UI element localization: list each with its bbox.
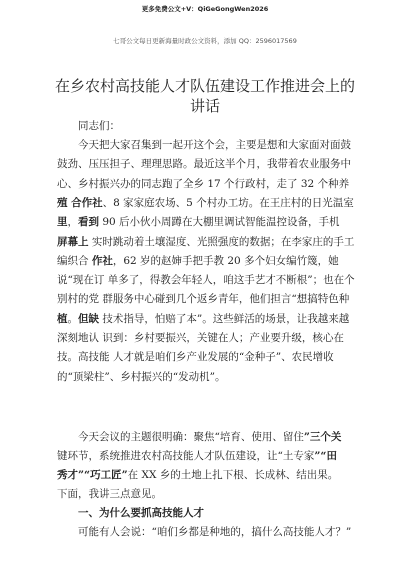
text-run: ，	[67, 216, 78, 229]
text-line	[57, 349, 334, 364]
text-run: 植	[57, 312, 68, 325]
text-run: 作社	[91, 254, 113, 267]
text-line	[57, 253, 339, 268]
text-line	[57, 330, 344, 345]
text-line	[57, 291, 349, 306]
text-line	[57, 467, 338, 482]
text-line	[57, 195, 354, 210]
text-run: 深刻地认 识到：乡村要振兴，关键在人；产业要升级，核心在	[57, 332, 344, 344]
text-run: 秀才”“巧工匠”	[57, 469, 128, 481]
text-run: ，62 岁的赵婶手把手教 20 多个妇女编竹篾，她	[112, 254, 339, 267]
document-title-line-1: 在乡农村高技能人才队伍建设工作推进会上的	[54, 77, 355, 95]
lead-sentence: 下面，我讲三点意见。	[57, 488, 162, 500]
text-line	[57, 176, 349, 191]
text-run: 实时跳动着土壤湿度、光照强度的数据；在李家庄的手工	[88, 235, 355, 248]
text-line	[57, 156, 351, 171]
text-run: 心、乡村振兴办的同志跑了全乡 17 个行政村，走了 32 个种养	[57, 177, 350, 190]
text-run: 屏幕上	[57, 235, 89, 248]
header-contact-line: 七哥公文每日更新海量时政公文资料，添加 QQ：2596017569	[113, 37, 297, 45]
text-run: 鼓劲、压压担子、理理思路。最近这半个月，我带着农业服务中	[57, 158, 351, 171]
text-run: 。	[67, 312, 78, 325]
paragraph-3-first-line: 可能有人会说：“咱们乡都是种地的，搞什么高技能人才？”	[78, 526, 352, 538]
text-run: 今天会议的主题很明确：聚焦“培育、使用、留住	[78, 431, 304, 443]
text-run: ”“田	[314, 450, 337, 462]
text-run: 键环节，系统推进农村高技能人才队伍建设，让“土专家	[57, 450, 315, 462]
text-run: 看到	[78, 216, 99, 229]
text-line	[57, 311, 349, 326]
text-line	[57, 234, 354, 249]
text-run: 编织合	[57, 254, 92, 267]
header-promo-line: 更多免费公文+V：QiGeGongWen2026	[141, 5, 269, 13]
salutation: 同志们：	[78, 120, 120, 132]
text-run: 在 XX 乡的土地上扎下根、长成林、结出果。	[127, 469, 339, 481]
text-run: 但缺	[78, 312, 99, 325]
text-run: 的“顶梁柱”、乡村振兴的“发动机”。	[57, 370, 226, 383]
text-run: 90 后小伙小周蹲在大棚里调试智能温控设备，手机	[99, 216, 340, 229]
section-heading-1: 一、为什么要抓高技能人才	[78, 507, 204, 519]
text-run: 今天把大家召集到一起开这个会，主要是想和大家面对面鼓	[78, 139, 351, 151]
text-line	[57, 272, 355, 287]
text-run: 技术指导，怕赔了本”。这些鲜活的场景，让我越来越	[99, 312, 350, 325]
text-run: ”三个关	[303, 431, 342, 443]
text-run: 技。高技能 人才就是咱们乡产业发展的“金种子”、农民增收	[57, 351, 334, 364]
text-line	[78, 137, 351, 152]
document-title-line-2: 讲话	[189, 97, 220, 115]
text-run: 、8 家家庭农场、5 个村办工坊。在王庄村的日光温室	[102, 196, 354, 209]
text-line	[57, 214, 340, 229]
text-run: 说“现在订 单多了，得教会年轻人，咱这手艺才不断根”；也在个	[57, 274, 355, 287]
text-line	[57, 448, 337, 463]
text-run: 殖 合作社	[57, 196, 103, 209]
text-line	[57, 369, 225, 384]
text-run: 里	[57, 216, 68, 229]
text-run: 别村的党 群服务中心碰到几个返乡青年，他们担言“想搞特色种	[57, 293, 350, 306]
text-line	[78, 429, 341, 444]
